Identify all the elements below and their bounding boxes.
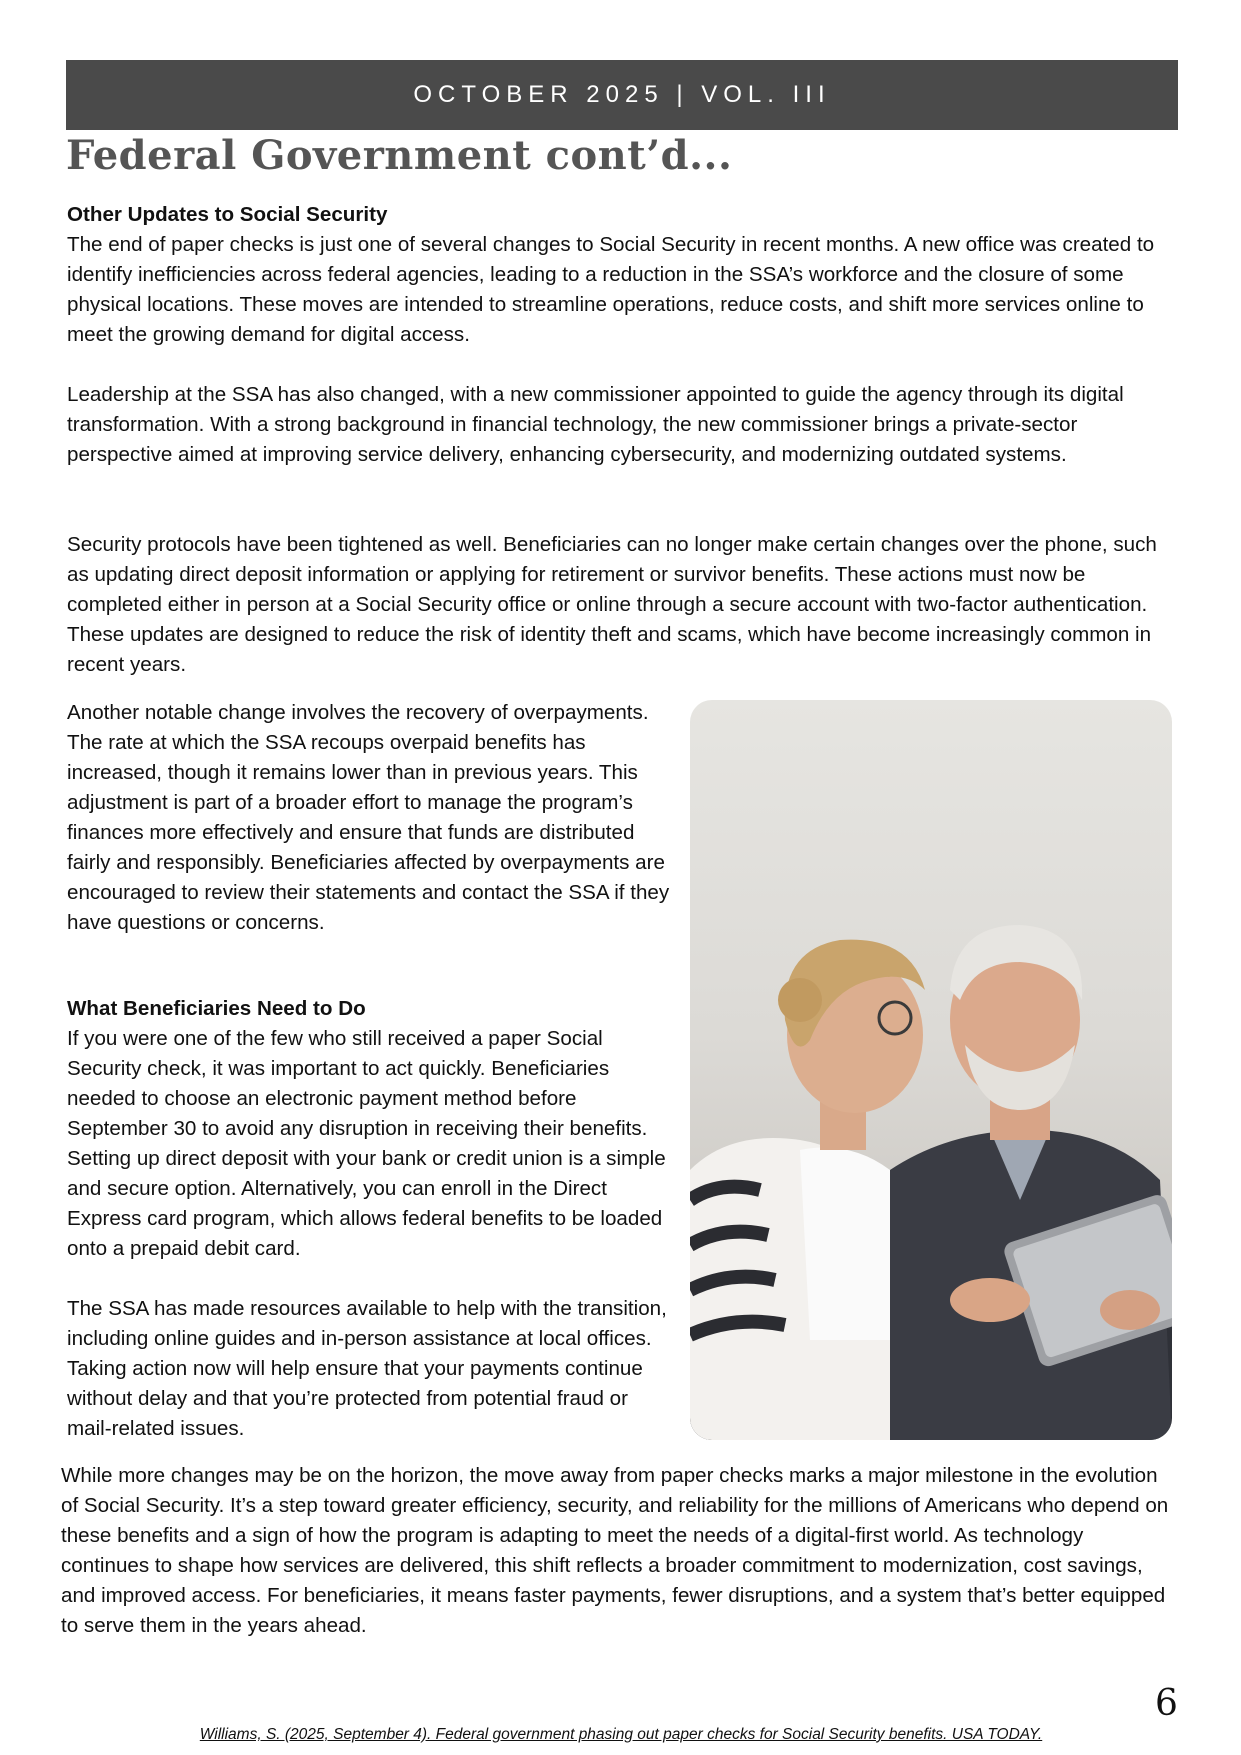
other-updates-paragraph-1 xyxy=(67,200,1175,350)
other-updates-paragraph-3: Security protocols have been tightened as well. Beneficiaries can no longer make certain changes over the phone, such as updating direct deposit information or applying for retirement or survivor benefits. These actions must now be completed either in person at a Social Security office or online through a secure account with two-factor authentication. These updates are designed to reduce the risk of identity theft and scams, which have become increasingly common in recent years. xyxy=(67,533,1157,676)
other-updates-heading: Other Updates to Social Security xyxy=(67,203,388,226)
what-to-do-paragraph-1 xyxy=(67,994,675,1264)
couple-illustration xyxy=(690,700,1172,1440)
issue-header-band xyxy=(66,60,1178,130)
source-citation-link[interactable]: Williams, S. (2025, September 4). Federal government phasing out paper checks for Social Security benefits. USA TODAY. xyxy=(199,1726,1043,1743)
what-to-do-heading: What Beneficiaries Need to Do xyxy=(67,997,366,1020)
page-title: Federal Government cont’d... xyxy=(66,132,733,179)
overpayments-paragraph: Another notable change involves the recovery of overpayments. The rate at which the SSA recoups overpaid benefits has increased, though it remains lower than in previous years. This adjustment is part of a broader effort to manage the program’s finances more effectively and ensure that funds are distributed fairly and responsibly. Beneficiaries affected by overpayments are encouraged to review their statements and contact the SSA if they have questions or concerns. xyxy=(67,701,670,934)
other-updates-text-1: The end of paper checks is just one of several changes to Social Security in recent months. A new office was created to identify inefficiencies across federal agencies, leading to a reduction in the SSA’s workforce and the closure of some physical locations. These moves are intended to streamline operations, reduce costs, and shift more services online to meet the growing demand for digital access. xyxy=(67,233,1155,346)
other-updates-paragraph-2: Leadership at the SSA has also changed, with a new commissioner appointed to guide the agency through its digital transformation. With a strong background in financial technology, the new commissioner brings a private-sector perspective aimed at improving service delivery, enhancing cybersecurity, and modernizing outdated systems. xyxy=(67,383,1124,466)
what-to-do-paragraph-2: The SSA has made resources available to help with the transition, including online guides and in-person assistance at local offices. Taking action now will help ensure that your payments continue without delay and that you’re protected from potential fraud or mail-related issues. xyxy=(67,1297,667,1440)
issue-label: OCTOBER 2025 | VOL. III xyxy=(413,81,831,108)
what-to-do-text-1: If you were one of the few who still received a paper Social Security check, it was important to act quickly. Beneficiaries needed to choose an electronic payment method before September 30 to avoid any disruption in receiving their benefits. Setting up direct deposit with your bank or credit union is a simple and secure option. Alternatively, you can enroll in the Direct Express card program, which allows federal benefits to be loaded onto a prepaid debit card. xyxy=(67,1027,666,1260)
couple-with-tablet-photo xyxy=(690,700,1172,1440)
closing-paragraph: While more changes may be on the horizon, the move away from paper checks marks a major milestone in the evolution of Social Security. It’s a step toward greater efficiency, security, and reliability for the millions of Americans who depend on these benefits and a sign of how the program is adapting to meet the needs of a digital-first world. As technology continues to shape how services are delivered, this shift reflects a broader commitment to modernization, cost savings, and improved access. For beneficiaries, it means faster payments, fewer disruptions, and a system that’s better equipped to serve them in the years ahead. xyxy=(61,1464,1169,1637)
page-number: 6 xyxy=(1155,1683,1178,1724)
